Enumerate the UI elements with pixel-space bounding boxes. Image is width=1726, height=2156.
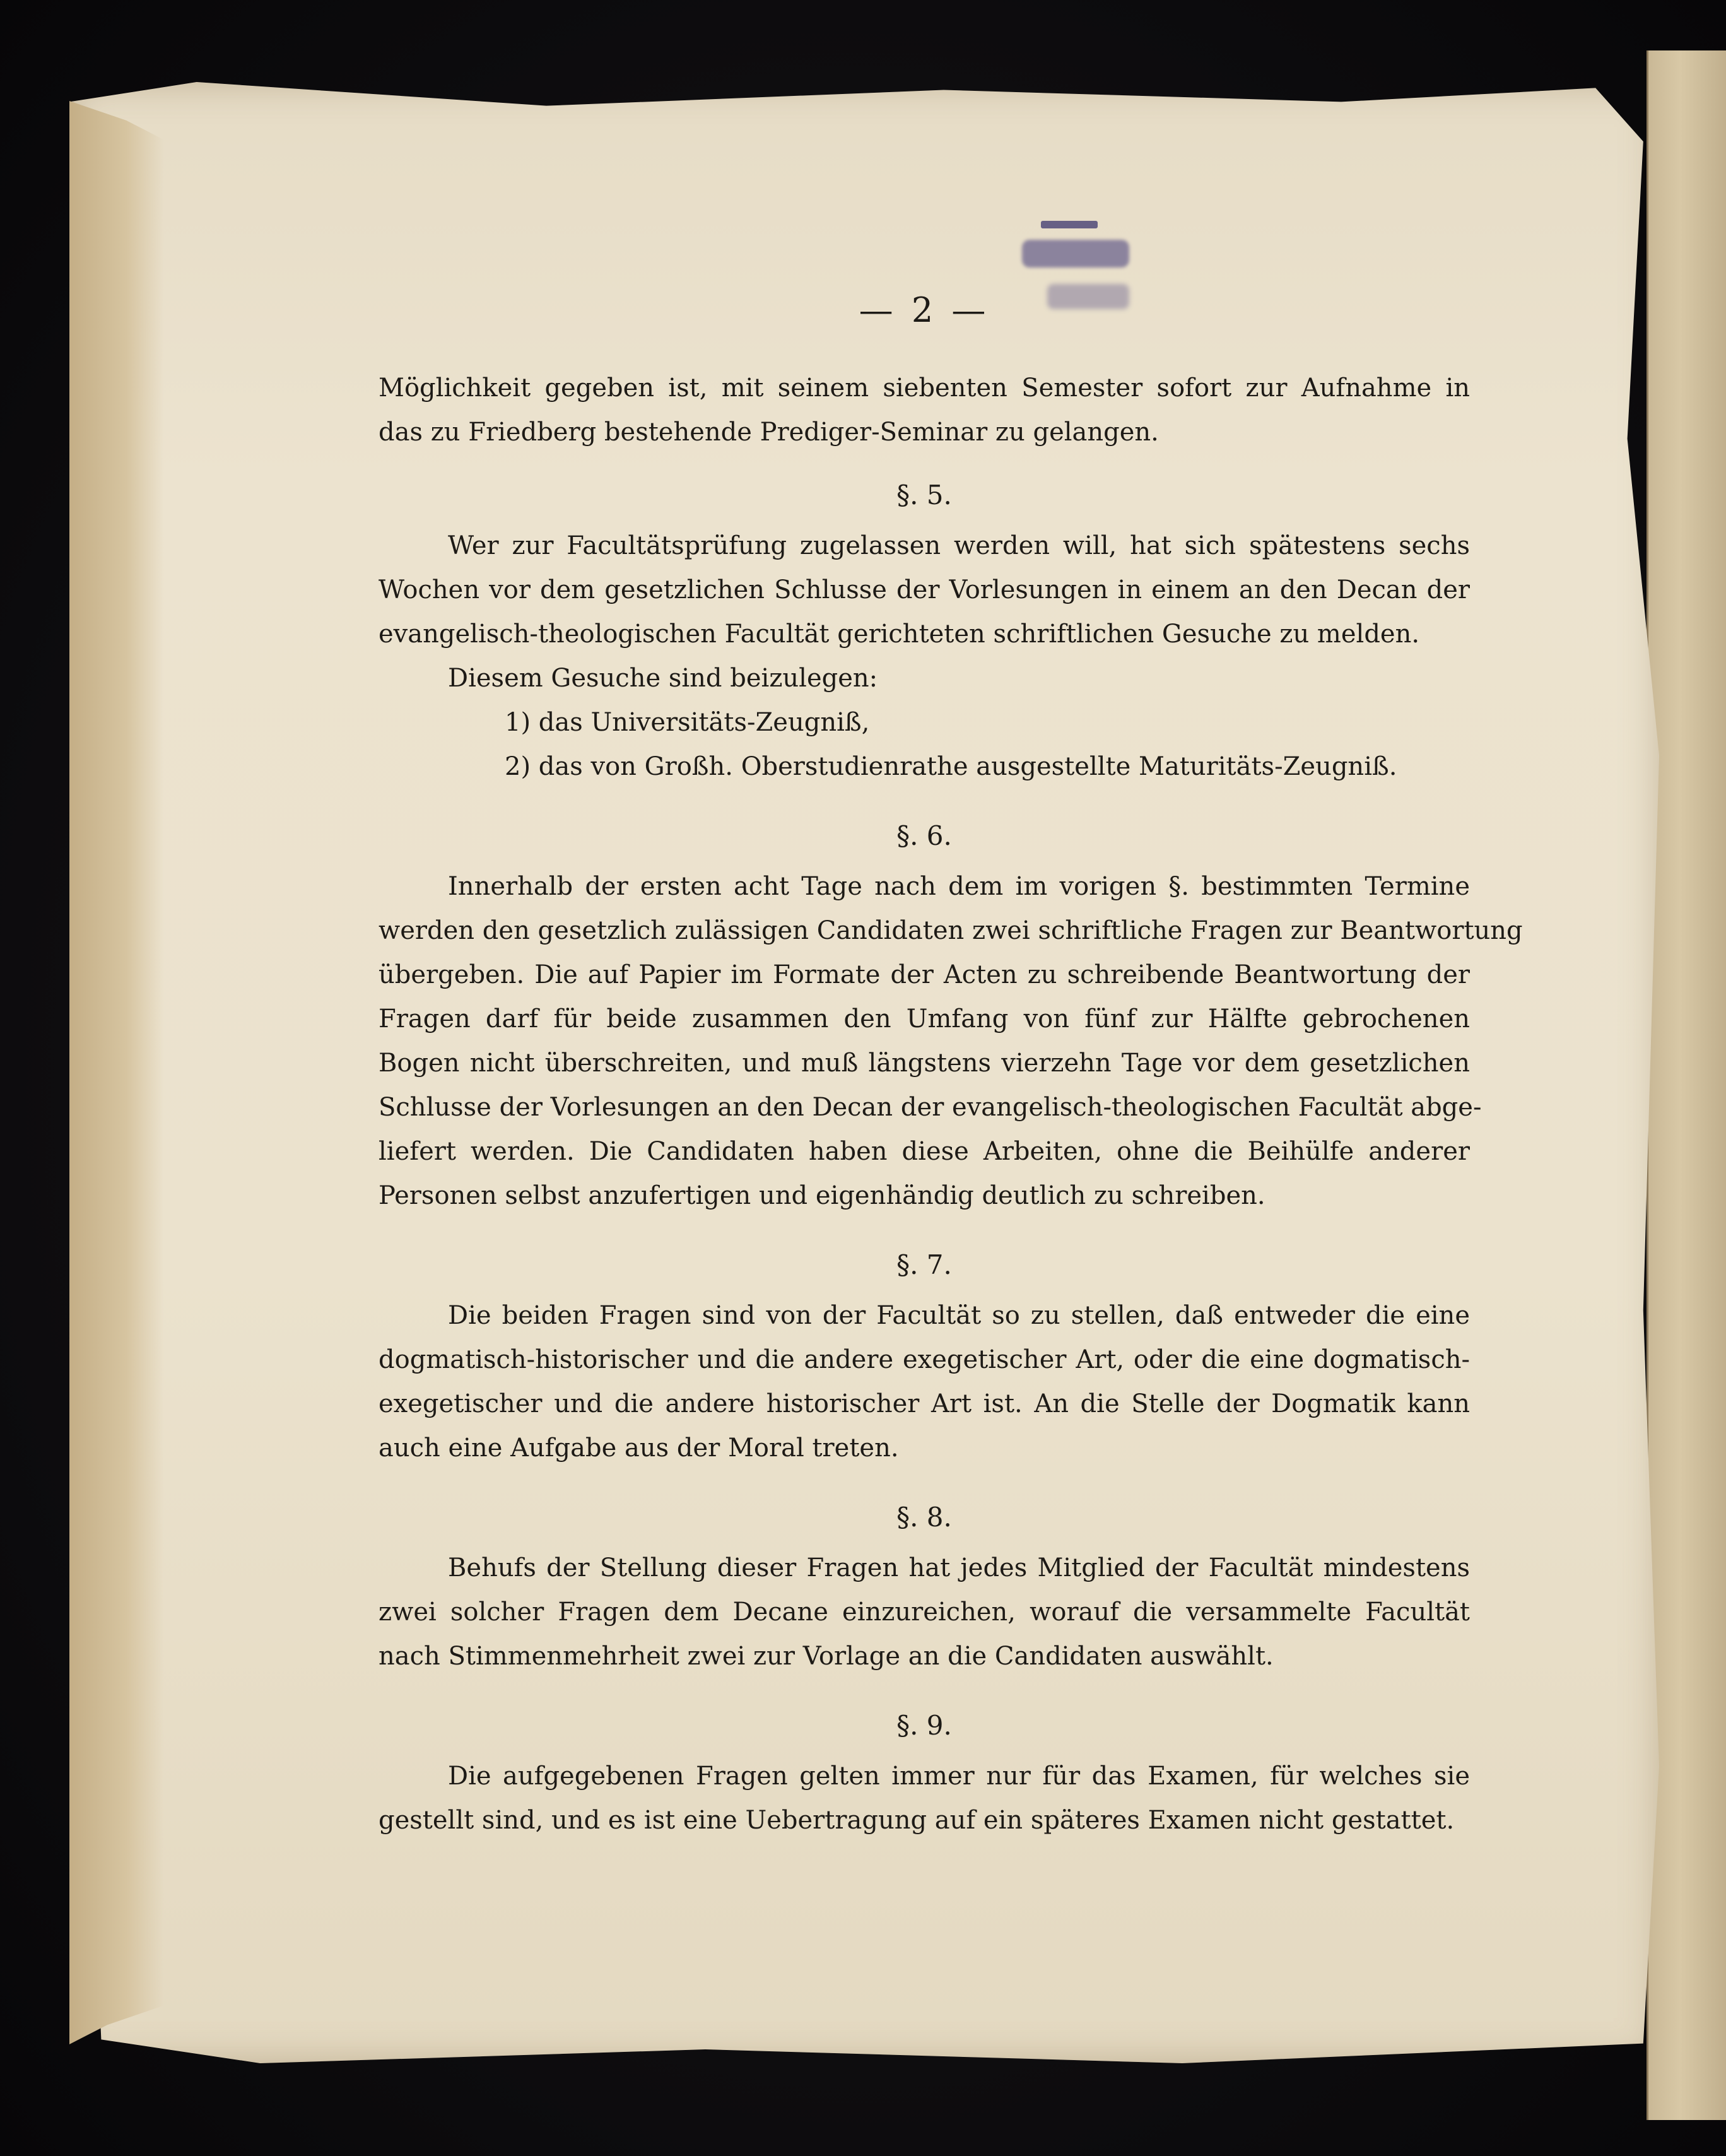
list-item: 2) das von Großh. Oberstudienrathe ausgestellte Maturitäts-Zeugniß.	[505, 752, 1397, 781]
text-line: werden den gesetzlich zulässigen Candidaten zwei schriftliche Fragen zur Beantwortung	[379, 916, 1523, 945]
text-line: gestellt sind, und es ist eine Uebertragung auf ein späteres Examen nicht gestattet.	[379, 1806, 1455, 1835]
section-heading: §. 6.	[896, 820, 952, 851]
text-line: Die aufgegebenen Fragen gelten immer nur für das Examen, für welches sie	[448, 1762, 1470, 1791]
text-line: Wer zur Facultätsprüfung zugelassen werden will, hat sich spätestens sechs	[448, 531, 1470, 560]
text-line: Möglichkeit gegeben ist, mit seinem siebenten Semester sofort zur Aufnahme in	[379, 374, 1470, 403]
page-number: — 2 —	[859, 290, 990, 330]
text-line: Die beiden Fragen sind von der Facultät so zu stellen, daß entweder die eine	[448, 1301, 1470, 1330]
text-line: Innerhalb der ersten acht Tage nach dem im vorigen §. bestimmten Termine	[448, 872, 1470, 901]
stamp-bar	[1041, 221, 1098, 228]
text-line: exegetischer und die andere historischer Art ist. An die Stelle der Dogmatik kann	[379, 1389, 1470, 1418]
list-item: 1) das Universitäts-Zeugniß,	[505, 708, 870, 737]
text-line: nach Stimmenmehrheit zwei zur Vorlage an die Candidaten auswählt.	[379, 1642, 1274, 1671]
page-text	[379, 290, 1523, 1868]
text-line: übergeben. Die auf Papier im Formate der Acten zu schreibende Beantwortung der	[379, 960, 1470, 989]
text-line: Wochen vor dem gesetzlichen Schlusse der Vorlesungen in einem an den Decan der	[379, 575, 1470, 604]
text-line: auch eine Aufgabe aus der Moral treten.	[379, 1434, 899, 1463]
text-line: Bogen nicht überschreiten, und muß längstens vierzehn Tage vor dem gesetzlichen	[379, 1049, 1470, 1078]
text-line: Diesem Gesuche sind beizulegen:	[448, 664, 878, 693]
section-heading: §. 9.	[896, 1710, 952, 1741]
text-line: evangelisch-theologischen Facultät gerichteten schriftlichen Gesuche zu melden.	[379, 620, 1420, 649]
stamp-ink-upper	[1022, 240, 1129, 268]
text-line: Schlusse der Vorlesungen an den Decan der evangelisch-theologischen Facultät abge-	[379, 1093, 1482, 1122]
text-line: Behufs der Stellung dieser Fragen hat jedes Mitglied der Facultät mindestens	[448, 1553, 1470, 1582]
text-line: zwei solcher Fragen dem Decane einzureichen, worauf die versammelte Facultät	[379, 1598, 1470, 1627]
text-line: das zu Friedberg bestehende Prediger-Seminar zu gelangen.	[379, 418, 1159, 447]
text-line: Personen selbst anzufertigen und eigenhändig deutlich zu schreiben.	[379, 1181, 1265, 1210]
text-line: liefert werden. Die Candidaten haben diese Arbeiten, ohne die Beihülfe anderer	[379, 1137, 1470, 1166]
section-heading: §. 8.	[896, 1502, 952, 1533]
text-line: dogmatisch-historischer und die andere exegetischer Art, oder die eine dogmatisch-	[379, 1345, 1470, 1374]
text-line: Fragen darf für beide zusammen den Umfang von fünf zur Hälfte gebrochenen	[379, 1004, 1470, 1034]
section-heading: §. 5.	[896, 480, 952, 510]
adjacent-page-edge	[1647, 50, 1726, 2120]
section-heading: §. 7.	[896, 1249, 952, 1280]
worn-left-edge	[69, 101, 164, 2044]
